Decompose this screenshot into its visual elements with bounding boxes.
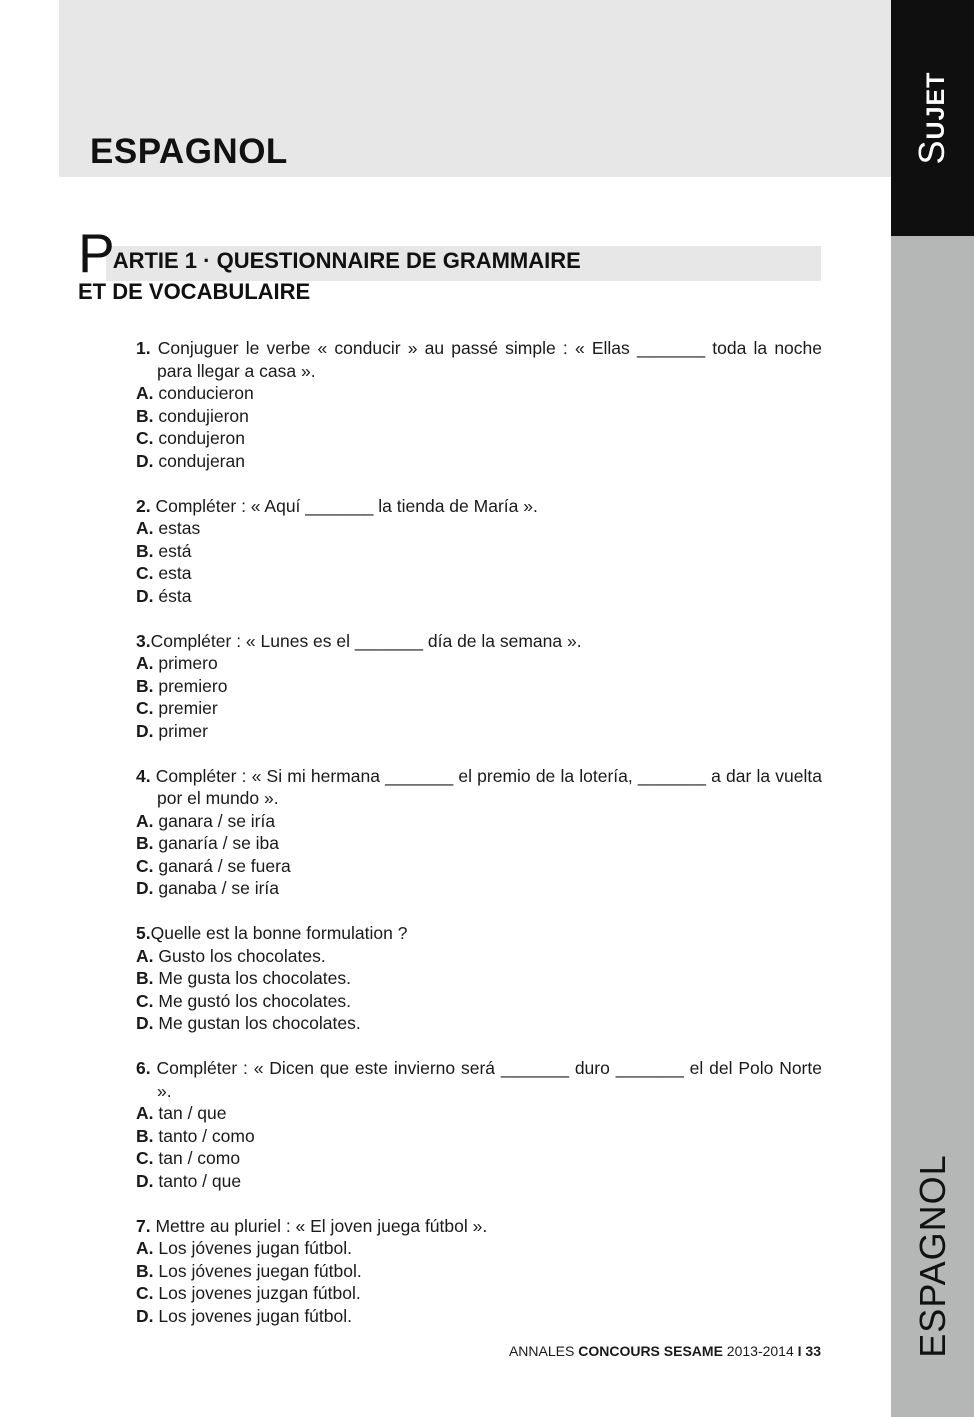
option-text: está bbox=[158, 540, 192, 561]
sidebar-vertical-label: ESPAGNOL bbox=[912, 1154, 953, 1358]
question-text: Compléter : « Lunes es el _______ día de la semana ». bbox=[150, 630, 582, 651]
subject-title: ESPAGNOL bbox=[90, 132, 288, 171]
question-stem bbox=[136, 922, 822, 945]
option-d bbox=[136, 720, 822, 743]
option-c bbox=[136, 697, 822, 720]
option-c bbox=[136, 990, 822, 1013]
option-a bbox=[136, 382, 822, 405]
option-c bbox=[136, 562, 822, 585]
page-footer bbox=[509, 1343, 821, 1359]
option-b bbox=[136, 832, 822, 855]
option-letter: A. bbox=[136, 945, 154, 966]
option-b bbox=[136, 540, 822, 563]
question-3 bbox=[136, 630, 822, 743]
question-7 bbox=[136, 1215, 822, 1328]
option-letter: D. bbox=[136, 720, 154, 741]
option-letter: B. bbox=[136, 833, 154, 853]
option-d bbox=[136, 877, 822, 900]
option-a bbox=[136, 517, 822, 540]
option-letter: B. bbox=[136, 675, 154, 696]
option-letter: C. bbox=[136, 855, 154, 876]
question-number: 1. bbox=[136, 338, 151, 358]
option-b bbox=[136, 675, 822, 698]
option-text: tan / como bbox=[158, 1148, 241, 1168]
option-text: Me gusta los chocolates. bbox=[158, 968, 351, 988]
question-stem bbox=[136, 630, 822, 653]
option-letter: B. bbox=[136, 1260, 154, 1281]
question-text: Compléter : « Si mi hermana _______ el premio de la lotería, _______ a dar la vuelta por el mundo ». bbox=[155, 765, 822, 808]
question-text: Compléter : « Aquí _______ la tienda de María ». bbox=[155, 495, 538, 516]
option-letter: C. bbox=[136, 698, 154, 718]
option-text: premier bbox=[158, 698, 218, 718]
question-2 bbox=[136, 495, 822, 608]
option-text: Los jovenes juzgan fútbol. bbox=[158, 1283, 361, 1303]
question-4 bbox=[136, 765, 822, 900]
question-number: 6. bbox=[136, 1058, 151, 1078]
option-c bbox=[136, 1147, 822, 1170]
option-letter: D. bbox=[136, 1170, 154, 1191]
option-text: ganaría / se iba bbox=[158, 833, 280, 853]
footer-years: 2013-2014 bbox=[726, 1343, 794, 1359]
question-number: 2. bbox=[136, 495, 151, 516]
question-stem bbox=[136, 1215, 822, 1238]
option-text: Me gustó los chocolates. bbox=[158, 990, 351, 1011]
option-c bbox=[136, 427, 822, 450]
question-number: 3. bbox=[136, 630, 151, 651]
question-number: 7. bbox=[136, 1215, 151, 1236]
page-number: 33 bbox=[805, 1343, 821, 1359]
option-letter: C. bbox=[136, 428, 154, 448]
question-text: Compléter : « Dicen que este invierno será _______ duro _______ el del Polo Norte ». bbox=[156, 1058, 822, 1101]
option-text: Los jóvenes jugan fútbol. bbox=[158, 1238, 352, 1258]
option-text: conducieron bbox=[158, 383, 254, 403]
question-6 bbox=[136, 1057, 822, 1192]
question-1 bbox=[136, 337, 822, 472]
option-a bbox=[136, 810, 822, 833]
option-letter: D. bbox=[136, 450, 154, 471]
sidebar-tab-initial: S bbox=[911, 139, 952, 165]
question-list bbox=[136, 337, 822, 1350]
question-text: Quelle est la bonne formulation ? bbox=[150, 923, 408, 943]
footer-separator: I bbox=[797, 1343, 802, 1359]
question-5 bbox=[136, 922, 822, 1035]
option-d bbox=[136, 1170, 822, 1193]
option-d bbox=[136, 450, 822, 473]
option-letter: D. bbox=[136, 878, 154, 898]
option-letter: C. bbox=[136, 990, 154, 1011]
sidebar-tab-label bbox=[911, 72, 953, 165]
option-text: tanto / como bbox=[158, 1125, 255, 1146]
option-letter: B. bbox=[136, 968, 154, 988]
question-stem bbox=[136, 765, 822, 810]
option-letter: B. bbox=[136, 540, 154, 561]
option-text: Los jóvenes juegan fútbol. bbox=[158, 1260, 362, 1281]
option-text: tan / que bbox=[158, 1103, 227, 1123]
option-text: esta bbox=[158, 563, 192, 583]
option-letter: C. bbox=[136, 1283, 154, 1303]
option-letter: B. bbox=[136, 405, 154, 426]
question-stem bbox=[136, 1057, 822, 1102]
option-letter: A. bbox=[136, 1238, 154, 1258]
question-number: 4. bbox=[136, 765, 151, 786]
option-text: primero bbox=[158, 653, 218, 673]
option-letter: D. bbox=[136, 585, 154, 606]
option-c bbox=[136, 855, 822, 878]
question-stem bbox=[136, 337, 822, 382]
option-text: primer bbox=[158, 720, 208, 741]
question-number: 5. bbox=[136, 923, 151, 943]
option-c bbox=[136, 1282, 822, 1305]
option-text: condujeron bbox=[158, 428, 245, 448]
option-b bbox=[136, 967, 822, 990]
option-text: condujieron bbox=[158, 405, 249, 426]
part-heading-line1: ARTIE 1 · QUESTIONNAIRE DE GRAMMAIRE bbox=[112, 248, 581, 273]
option-letter: B. bbox=[136, 1125, 154, 1146]
option-text: tanto / que bbox=[158, 1170, 242, 1191]
option-text: condujeran bbox=[158, 450, 245, 471]
option-letter: A. bbox=[136, 1103, 154, 1123]
question-text: Conjuguer le verbe « conducir » au passé simple : « Ellas _______ toda la noche para llegar a casa ». bbox=[157, 338, 822, 381]
option-letter: A. bbox=[136, 518, 154, 538]
option-a bbox=[136, 945, 822, 968]
option-a bbox=[136, 1102, 822, 1125]
option-text: Me gustan los chocolates. bbox=[158, 1013, 361, 1033]
part-heading bbox=[78, 222, 581, 306]
option-d bbox=[136, 1012, 822, 1035]
option-b bbox=[136, 405, 822, 428]
sidebar-tab-rest: UJET bbox=[922, 71, 950, 140]
option-d bbox=[136, 585, 822, 608]
option-text: ésta bbox=[158, 585, 192, 606]
option-a bbox=[136, 652, 822, 675]
part-drop-letter: P bbox=[78, 222, 115, 284]
footer-annales: ANNALES bbox=[508, 1343, 575, 1359]
option-letter: C. bbox=[136, 1148, 154, 1168]
option-b bbox=[136, 1125, 822, 1148]
option-a bbox=[136, 1237, 822, 1260]
option-letter: D. bbox=[136, 1305, 154, 1326]
question-text: Mettre au pluriel : « El joven juega fútbol ». bbox=[155, 1215, 488, 1236]
option-text: ganará / se fuera bbox=[158, 855, 291, 876]
option-text: estas bbox=[158, 518, 201, 538]
option-b bbox=[136, 1260, 822, 1283]
part-heading-line2: ET DE VOCABULAIRE bbox=[78, 279, 311, 304]
option-text: Los jovenes jugan fútbol. bbox=[158, 1305, 352, 1326]
option-letter: A. bbox=[136, 653, 154, 673]
footer-concours: CONCOURS SESAME bbox=[578, 1343, 723, 1359]
option-letter: D. bbox=[136, 1013, 154, 1033]
option-text: Gusto los chocolates. bbox=[158, 945, 326, 966]
option-d bbox=[136, 1305, 822, 1328]
option-text: premiero bbox=[158, 675, 228, 696]
option-text: ganara / se iría bbox=[158, 810, 276, 831]
option-letter: A. bbox=[136, 383, 154, 403]
option-letter: C. bbox=[136, 563, 154, 583]
option-letter: A. bbox=[136, 810, 154, 831]
option-text: ganaba / se iría bbox=[158, 878, 280, 898]
question-stem bbox=[136, 495, 822, 518]
